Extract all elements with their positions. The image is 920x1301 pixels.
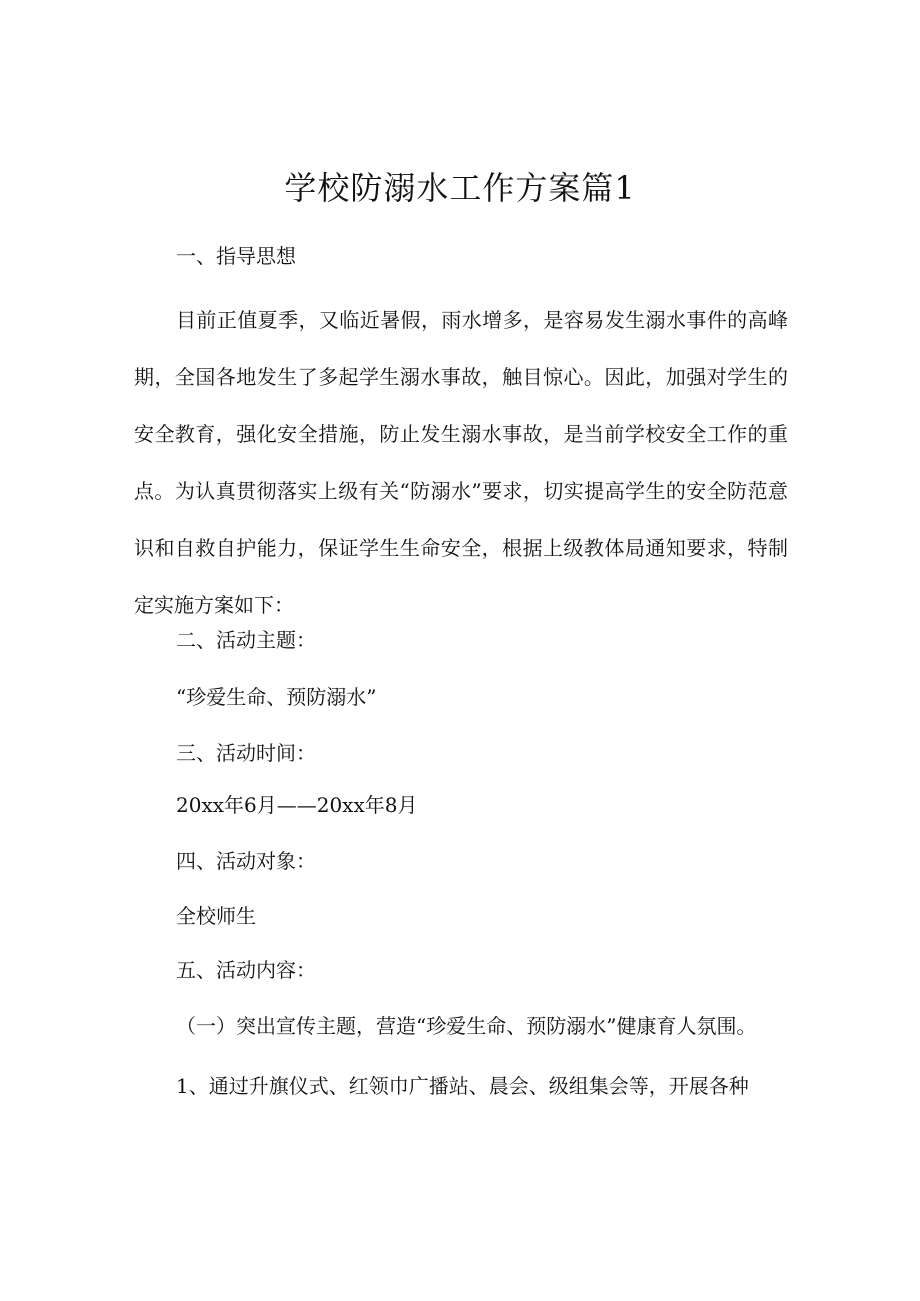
- section-heading-theme: 二、活动主题：: [176, 628, 316, 652]
- section-heading-guiding-thought: 一、指导思想: [176, 244, 296, 268]
- section-heading-time: 三、活动时间：: [176, 741, 316, 765]
- section-body-theme: “珍爱生命、预防溺水”: [176, 685, 377, 709]
- section-body-guiding-thought: 目前正值夏季，又临近暑假，雨水增多，是容易发生溺水事件的高峰期，全国各地发生了多起学生溺水事故，触目惊心。因此，加强对学生的安全教育，强化安全措施，防止发生溺水事故，是当前学校安全工作的重点。为认真贯彻落实上级有关“防溺水”要求，切实提高学生的安全防范意识和自救自护能力，保证学生生命安全，根据上级教体局通知要求，特制定实施方案如下：: [134, 308, 788, 617]
- list-item-1: 1、通过升旗仪式、红领巾广播站、晨会、级组集会等，开展各种: [176, 1074, 749, 1098]
- section-body-time: 20xx年6月——20xx年8月: [176, 793, 418, 817]
- section-body-audience: 全校师生: [176, 904, 256, 928]
- document-title: 学校防溺水工作方案篇1: [284, 169, 636, 207]
- section-heading-content: 五、活动内容：: [176, 958, 316, 982]
- subsection-heading-publicity: （一）突出宣传主题，营造“珍爱生命、预防溺水”健康育人氛围。: [176, 1014, 757, 1038]
- section-heading-audience: 四、活动对象：: [176, 849, 316, 873]
